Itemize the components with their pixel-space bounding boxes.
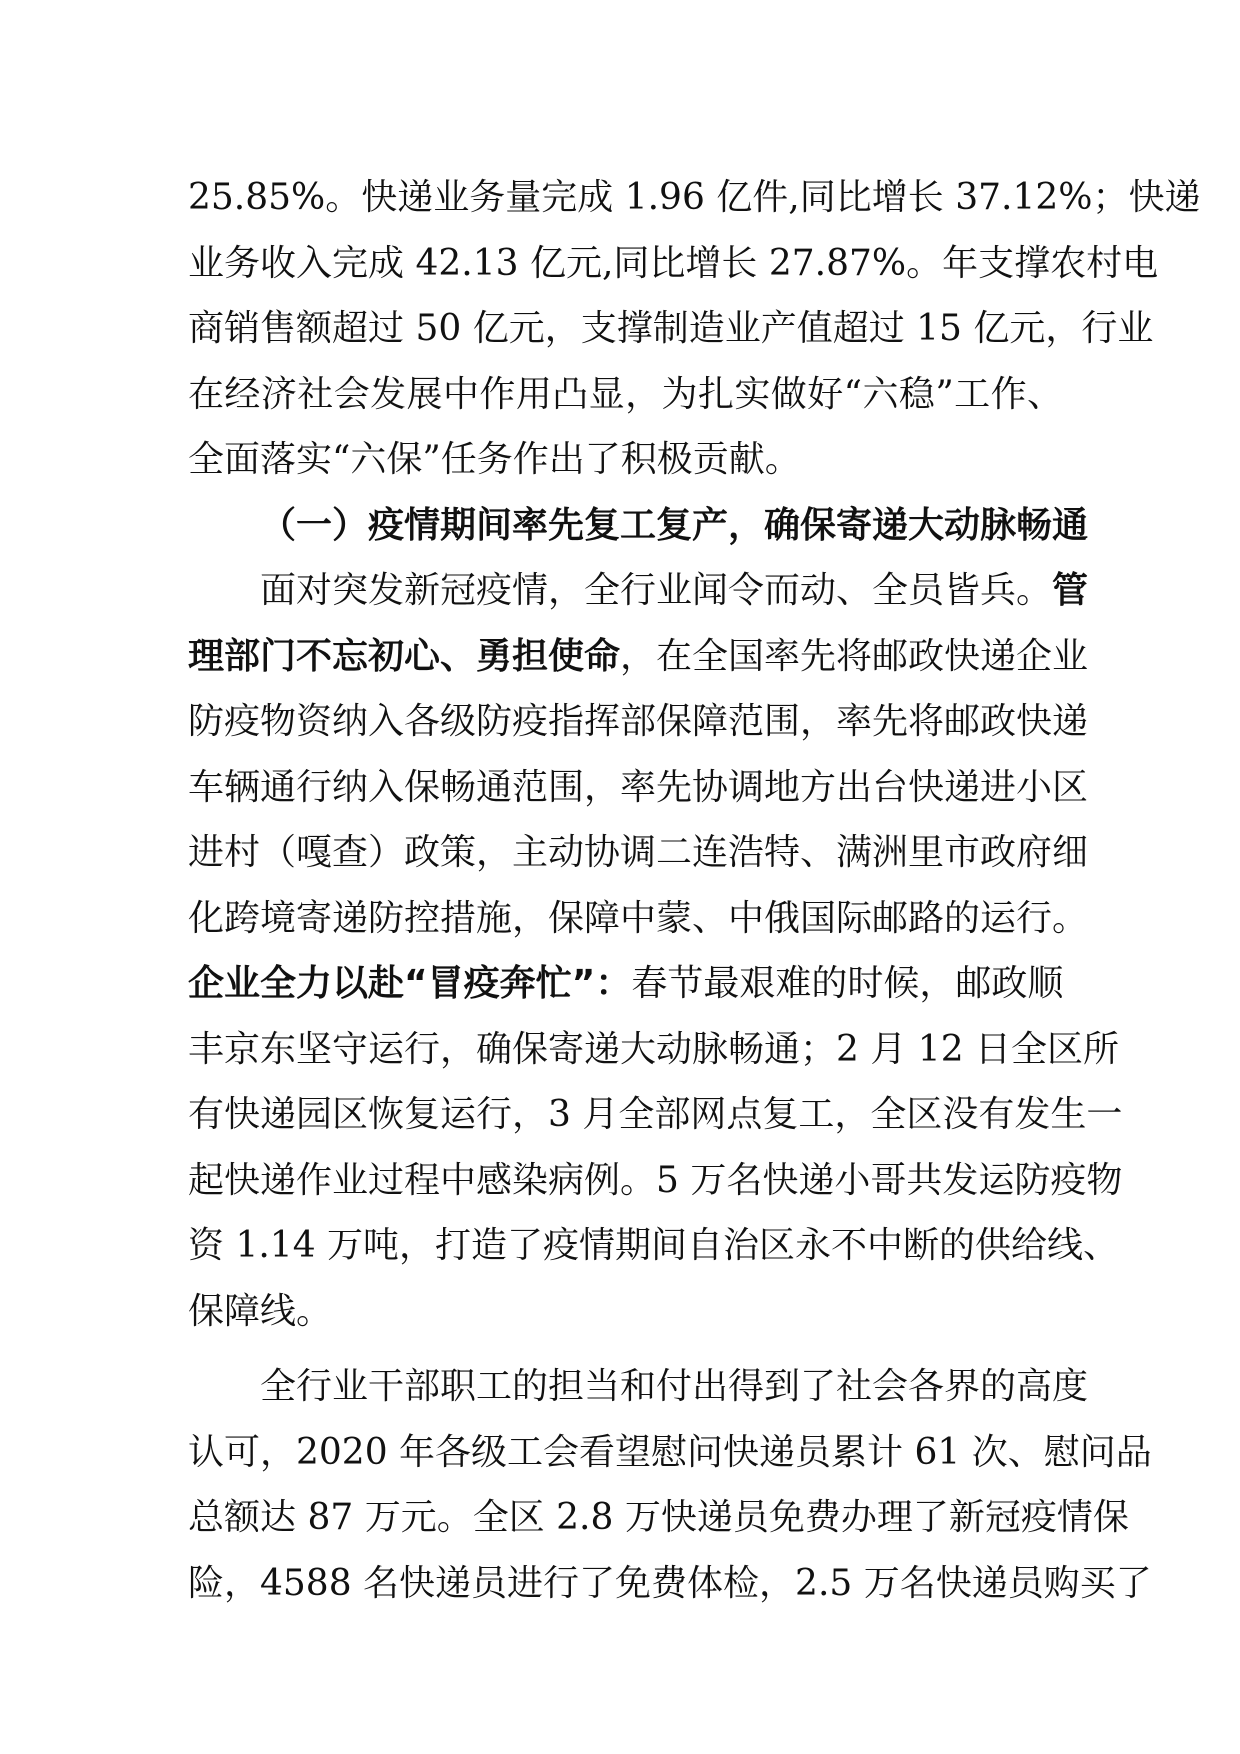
paragraph-line: 险，4588 名快递员进行了免费体检，2.5 万名快递员购买了: [188, 1562, 1152, 1604]
paragraph-line: 防疫物资纳入各级防疫指挥部保障范围，率先将邮政快递: [188, 701, 1089, 742]
paragraph-text: 面对突发新冠疫情，全行业闻令而动、全员皆兵。: [260, 570, 1053, 611]
paragraph-text: 春节最艰难的时候，邮政顺: [631, 963, 1064, 1004]
paragraph-line: 保障线。: [188, 1290, 333, 1332]
paragraph-line: 业务收入完成 42.13 亿元,同比增长 27.87%。年支撑农村电: [188, 242, 1159, 284]
paragraph-line: 有快递园区恢复运行，3 月全部网点复工，全区没有发生一: [188, 1094, 1123, 1135]
paragraph-line: 起快递作业过程中感染病例。5 万名快递小哥共发运防疫物: [188, 1159, 1123, 1201]
document-body: [188, 165, 1201, 1616]
paragraph-gap: [188, 1344, 1063, 1354]
bold-phrase: 企业全力以赴“冒疫奔忙”：: [188, 963, 632, 1004]
paragraph-line: 全面落实“六保”任务作出了积极贡献。: [188, 439, 801, 480]
paragraph-line: 全行业干部职工的担当和付出得到了社会各界的高度: [260, 1366, 1089, 1407]
paragraph-line: 总额达 87 万元。全区 2.8 万快递员免费办理了新冠疫情保: [188, 1497, 1129, 1538]
paragraph-line: 车辆通行纳入保畅通范围，率先协调地方出台快递进小区: [188, 766, 1089, 808]
paragraph-line: 认可，2020 年各级工会看望慰问快递员累计 61 次、慰问品: [188, 1431, 1152, 1473]
paragraph-line: 丰京东坚守运行，确保寄递大动脉畅通；2 月 12 日全区所: [188, 1028, 1120, 1070]
paragraph-line: [188, 558, 1089, 624]
paragraph-line: 在经济社会发展中作用凸显，为扎实做好“六稳”工作、: [188, 373, 1063, 415]
paragraph-text: ，在全国率先将邮政快递企业: [620, 635, 1089, 677]
bold-phrase: 理部门不忘初心、勇担使命: [188, 635, 621, 677]
paragraph-line: 商销售额超过 50 亿元，支撑制造业产值超过 15 亿元，行业: [188, 308, 1154, 349]
paragraph-line: [188, 624, 1089, 690]
paragraph-line: 25.85%。快递业务量完成 1.96 亿件,同比增长 37.12%；快递: [188, 177, 1201, 218]
paragraph-line: 资 1.14 万吨，打造了疫情期间自治区永不中断的供给线、: [188, 1225, 1120, 1266]
bold-phrase: 管: [1052, 570, 1089, 611]
paragraph-line: [188, 951, 1063, 1017]
section-heading: （一）疫情期间率先复工复产，确保寄递大动脉畅通: [260, 504, 1089, 546]
paragraph-line: 进村（嘎查）政策，主动协调二连浩特、满洲里市政府细: [188, 832, 1089, 873]
paragraph-line: 化跨境寄递防控措施，保障中蒙、中俄国际邮路的运行。: [188, 897, 1089, 939]
